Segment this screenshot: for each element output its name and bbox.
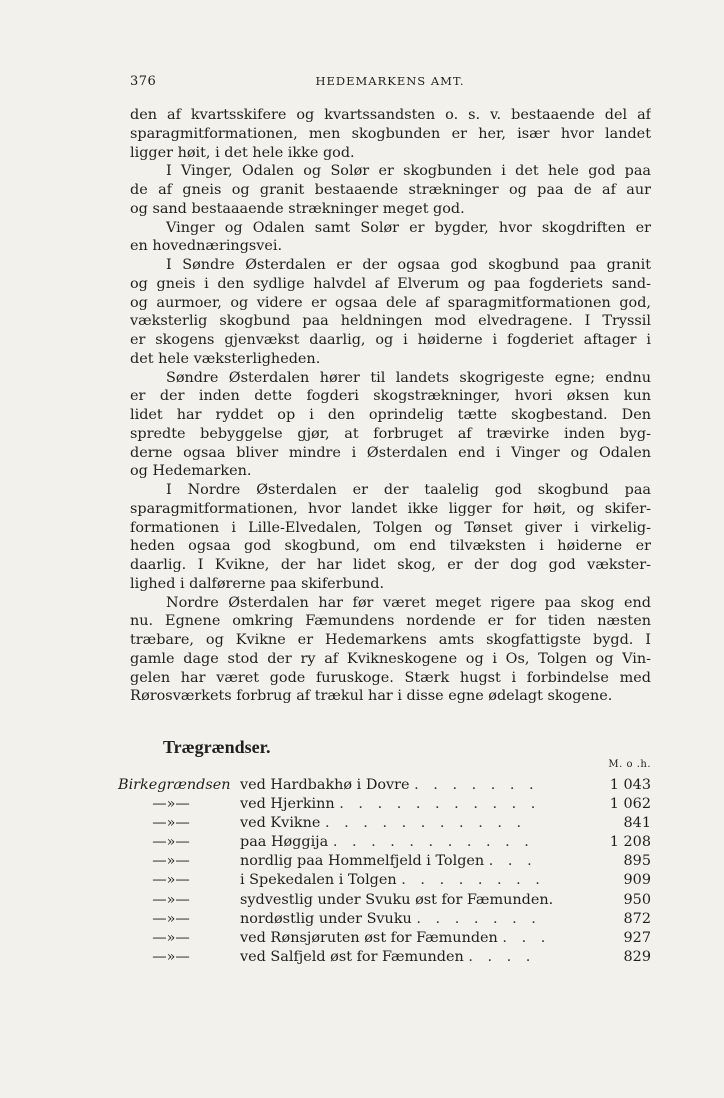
text-line: træbare, og Kvikne er Hedemarkens amts skogfattigste bygd. I bbox=[130, 632, 651, 648]
table-row bbox=[118, 892, 651, 911]
row-altitude-value: 909 bbox=[623, 872, 651, 889]
paragraph bbox=[130, 369, 651, 482]
row-name: —»— bbox=[152, 929, 190, 946]
text-line: I Nordre Østerdalen er der taalelig god skogbund paa bbox=[166, 482, 651, 498]
text-line: og gneis i den sydlige halvdel af Elverum og paa fogderiets sand- bbox=[130, 275, 651, 292]
row-leader-dots: . . . . . . . . . . . bbox=[339, 796, 541, 813]
table-row bbox=[118, 930, 651, 949]
row-altitude-value: 1 208 bbox=[609, 834, 651, 851]
page-header bbox=[130, 74, 650, 92]
table-row bbox=[118, 949, 651, 968]
row-altitude-value: 895 bbox=[623, 853, 651, 870]
text-line: spredte bebyggelse gjør, at forbruget af trævirke inden byg- bbox=[130, 425, 651, 442]
row-location-text: ved Hjerkinn bbox=[240, 796, 335, 813]
row-name: —»— bbox=[152, 891, 190, 908]
text-line: væksterlig skogbund paa heldningen mod elvedragene. I Tryssil bbox=[130, 313, 651, 330]
row-location-text: i Spekedalen i Tolgen bbox=[240, 872, 397, 889]
row-altitude-value: 841 bbox=[623, 815, 651, 832]
text-line: nu. Egnene omkring Fæmundens nordende er for tiden næsten bbox=[130, 613, 651, 630]
row-location bbox=[240, 872, 605, 888]
table-row bbox=[118, 911, 651, 930]
row-altitude-value: 927 bbox=[623, 929, 651, 946]
row-location-text: ved Salfjeld øst for Fæmunden bbox=[240, 948, 464, 965]
table-row bbox=[118, 853, 651, 872]
text-line: daarlig. I Kvikne, der har lidet skog, er der dog god vækster- bbox=[130, 557, 651, 573]
row-name: —»— bbox=[152, 910, 190, 927]
text-line: det hele væksterligheden. bbox=[130, 350, 321, 367]
running-title: HEDEMARKENS AMT. bbox=[315, 74, 465, 88]
row-name: —»— bbox=[152, 853, 190, 870]
body-text bbox=[130, 106, 651, 706]
text-line: I Søndre Østerdalen er der ogsaa god skogbund paa granit bbox=[166, 257, 651, 273]
text-line: Vinger og Odalen samt Solør er bygder, hvor skogdriften er bbox=[166, 219, 651, 236]
text-line: sparagmitformationen, hvor landet ikke ligger for høit, og skifer- bbox=[130, 500, 651, 517]
column-header-altitude: M. o .h. bbox=[608, 759, 651, 770]
text-line: en hovednæringsvei. bbox=[130, 238, 283, 255]
paragraph bbox=[130, 162, 651, 218]
row-location-text: sydvestlig under Svuku øst for Fæmunden. bbox=[240, 891, 554, 908]
text-line: heden ogsaa god skogbund, om end tilvæksten i høiderne er bbox=[130, 538, 651, 555]
text-line: og Hedemarken. bbox=[130, 463, 252, 480]
row-altitude-value: 872 bbox=[623, 910, 651, 927]
text-line: lighed i dalførerne paa skiferbund. bbox=[130, 575, 385, 592]
row-location-text: paa Høggija bbox=[240, 834, 329, 851]
text-line: Rørosværkets forbrug af trækul har i disse egne ødelagt skogene. bbox=[130, 688, 613, 705]
row-altitude-value: 950 bbox=[623, 891, 651, 908]
row-leader-dots: . . . . . . . bbox=[414, 777, 539, 793]
row-altitude-value: 1 062 bbox=[609, 796, 651, 813]
row-name: —»— bbox=[152, 815, 190, 832]
table-row bbox=[118, 815, 651, 834]
row-location-text: ved Rønsjøruten øst for Fæmunden bbox=[240, 929, 498, 946]
row-name: —»— bbox=[152, 796, 190, 813]
page-number: 376 bbox=[130, 74, 157, 89]
row-name: Birkegrændsen bbox=[118, 777, 231, 793]
text-line: og aurmoer, og videre er ogsaa dele af sparagmitformationen god, bbox=[130, 294, 651, 311]
row-leader-dots: . . . . . . . bbox=[416, 910, 541, 927]
row-location bbox=[240, 815, 605, 831]
row-location bbox=[240, 949, 605, 965]
row-leader-dots: . . . . . . . . . . . bbox=[325, 815, 527, 832]
paragraph bbox=[130, 106, 651, 162]
row-name: —»— bbox=[152, 834, 190, 851]
row-location bbox=[240, 911, 605, 927]
paragraph bbox=[130, 481, 651, 594]
text-line: ligger høit, i det hele ikke god. bbox=[130, 144, 355, 161]
table-row bbox=[118, 834, 651, 853]
row-location-text: nordlig paa Hommelfjeld i Tolgen bbox=[240, 853, 485, 870]
row-location-text: ved Hardbakhø i Dovre bbox=[240, 777, 410, 793]
table-row bbox=[118, 872, 651, 891]
paragraph bbox=[130, 256, 651, 369]
text-line: gamle dage stod der ry af Kvikneskogene og i Os, Tolgen og Vin- bbox=[130, 650, 651, 667]
row-leader-dots: . . . bbox=[488, 853, 537, 870]
row-location bbox=[240, 796, 605, 812]
treeline-table bbox=[118, 777, 651, 968]
text-line: lidet har ryddet op i den oprindelig tætte skogbestand. Den bbox=[130, 407, 651, 423]
row-location bbox=[240, 853, 605, 869]
text-line: Søndre Østerdalen hører til landets skogrigeste egne; endnu bbox=[166, 369, 651, 386]
text-line: derne ogsaa bliver mindre i Østerdalen end i Vinger og Odalen bbox=[130, 444, 651, 461]
row-location-text: nordøstlig under Svuku bbox=[240, 910, 412, 927]
row-altitude-value: 829 bbox=[623, 948, 651, 965]
paragraph bbox=[130, 219, 651, 257]
row-location-text: ved Kvikne bbox=[240, 815, 321, 832]
text-line: den af kvartsskifere og kvartssandsten o. s. v. bestaaende del af bbox=[130, 107, 651, 123]
text-line: de af gneis og granit bestaaende strækninger og paa de af aur bbox=[130, 182, 651, 198]
row-location bbox=[240, 834, 605, 850]
row-leader-dots: . . . bbox=[502, 929, 551, 946]
row-leader-dots: . . . . . . . . . . . bbox=[332, 834, 534, 851]
row-location bbox=[240, 777, 605, 793]
row-altitude-value: 1 043 bbox=[609, 777, 651, 793]
text-line: formationen i Lille-Elvedalen, Tolgen og Tønset giver i virkelig- bbox=[130, 519, 651, 536]
text-line: I Vinger, Odalen og Solør er skogbunden i det hele god paa bbox=[166, 163, 651, 180]
text-line: er skogens gjenvækst daarlig, og i høiderne i fogderiet aftager i bbox=[130, 332, 651, 348]
row-name: —»— bbox=[152, 948, 190, 965]
row-location bbox=[240, 892, 605, 908]
table-row bbox=[118, 796, 651, 815]
row-leader-dots: . . . . . . . . bbox=[401, 872, 545, 889]
text-line: er der inden dette fogderi skogstrækninger, hvori øksen kun bbox=[130, 388, 651, 405]
row-leader-dots: . . . . bbox=[468, 948, 536, 965]
row-name: —»— bbox=[152, 872, 190, 889]
text-line: sparagmitformationen, men skogbunden er her, især hvor landet bbox=[130, 125, 651, 142]
paragraph bbox=[130, 594, 651, 707]
section-title: Trægrændser. bbox=[163, 737, 271, 757]
row-location bbox=[240, 930, 605, 946]
text-line: Nordre Østerdalen har før været meget rigere paa skog end bbox=[166, 594, 651, 611]
text-line: og sand bestaaaende strækninger meget god. bbox=[130, 200, 465, 217]
text-line: gelen har været gode furuskoge. Stærk hugst i forbindelse med bbox=[130, 669, 651, 686]
table-row bbox=[118, 777, 651, 796]
